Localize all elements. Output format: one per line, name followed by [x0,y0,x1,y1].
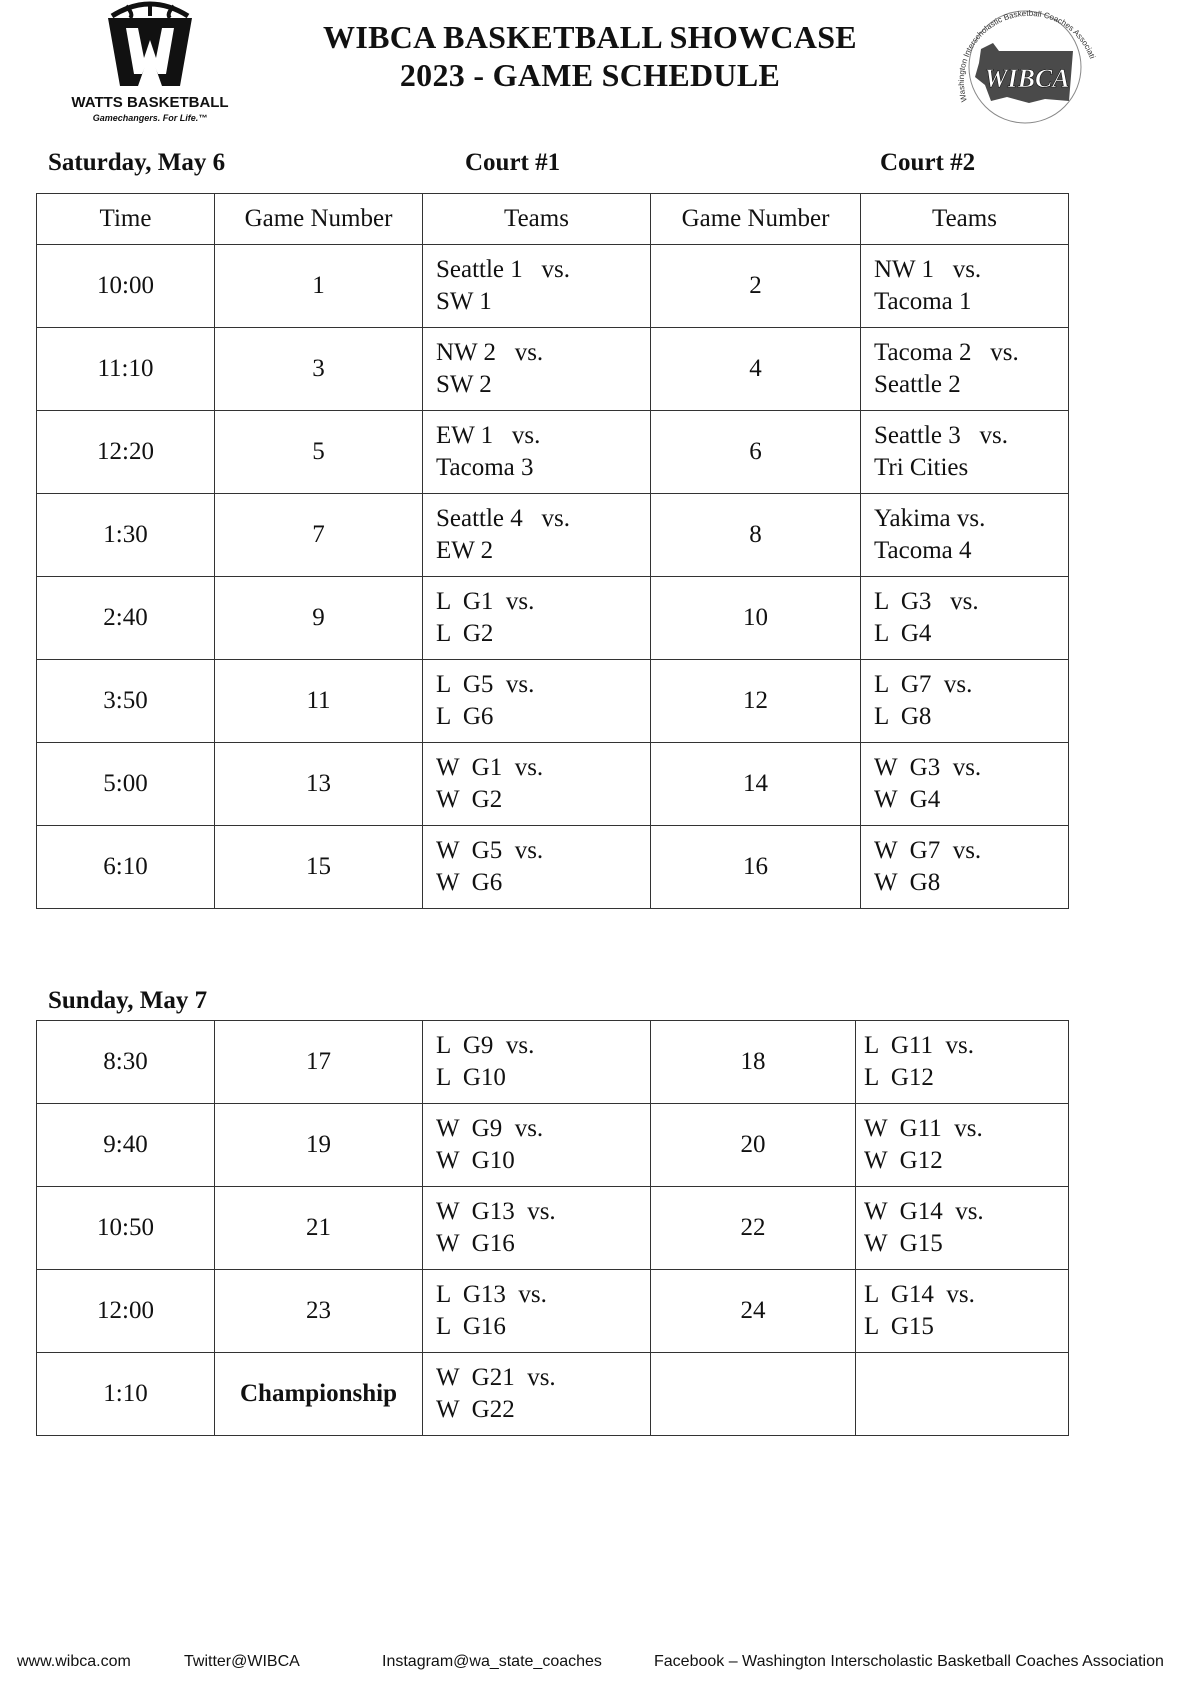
footer-facebook[interactable]: Facebook – Washington Interscholastic Basketball Coaches Association [654,1653,1164,1670]
col-header-teams: Teams [861,194,1069,245]
game-number-cell-empty [651,1353,856,1436]
team-line: L G4 [874,620,932,647]
game-number-cell: 1 [215,245,423,328]
team-line: W G3 vs. [874,754,982,781]
teams-cell [861,826,1069,909]
time-cell: 10:50 [37,1187,215,1270]
game-number-cell: 11 [215,660,423,743]
table-row [37,1187,1069,1270]
team-line: L G8 [874,703,932,730]
team-line: L G7 vs. [874,671,973,698]
time-cell: 1:30 [37,494,215,577]
footer-twitter[interactable]: Twitter@WIBCA [184,1653,300,1670]
table-row [37,1270,1069,1353]
wibca-logo [945,5,1105,125]
game-number-cell: 18 [651,1021,856,1104]
team-line: W G15 [864,1230,943,1257]
court2-label: Court #2 [880,149,976,176]
team-line: L G2 [436,620,494,647]
teams-cell [423,1270,651,1353]
teams-cell-empty [856,1353,1069,1436]
time-cell: 11:10 [37,328,215,411]
game-number-cell: 16 [651,826,861,909]
team-line: L G10 [436,1064,506,1091]
team-line: Tacoma 3 [436,454,534,481]
time-cell: 2:40 [37,577,215,660]
game-number-cell: 20 [651,1104,856,1187]
time-cell: 12:20 [37,411,215,494]
time-cell: 6:10 [37,826,215,909]
team-line: W G8 [874,869,941,896]
table-row [37,328,1069,411]
table-row [37,743,1069,826]
table-row [37,411,1069,494]
team-line: W G16 [436,1230,515,1257]
table-row [37,494,1069,577]
teams-cell [423,660,651,743]
game-number-cell: 2 [651,245,861,328]
team-line: NW 2 vs. [436,339,544,366]
saturday-day-label: Saturday, May 6 [48,149,226,176]
team-line: W G9 vs. [436,1115,544,1142]
team-line: W G4 [874,786,941,813]
team-line: Seattle 2 [874,371,961,398]
team-line: Seattle 3 vs. [874,422,1009,449]
table-row [37,660,1069,743]
teams-cell [861,577,1069,660]
team-line: W G11 vs. [864,1115,983,1142]
footer-instagram[interactable]: Instagram@wa_state_coaches [382,1653,602,1670]
team-line: W G13 vs. [436,1198,556,1225]
teams-cell [861,245,1069,328]
team-line: W G2 [436,786,503,813]
col-header-game-number: Game Number [651,194,861,245]
team-line: Tri Cities [874,454,969,481]
game-number-cell: 23 [215,1270,423,1353]
game-number-cell: 12 [651,660,861,743]
page-title [250,18,930,94]
team-line: Tacoma 1 [874,288,972,315]
court1-label: Court #1 [465,149,561,176]
team-line: L G9 vs. [436,1032,535,1059]
game-number-cell: 6 [651,411,861,494]
sunday-day-label: Sunday, May 7 [48,987,208,1014]
table-row [37,826,1069,909]
table-row [37,1104,1069,1187]
team-line: Yakima vs. [874,505,986,532]
teams-cell [861,660,1069,743]
table-row [37,1021,1069,1104]
team-line: Tacoma 4 [874,537,972,564]
footer-website[interactable]: www.wibca.com [17,1653,131,1670]
table-header-row [37,194,1069,245]
title-line-2: 2023 - GAME SCHEDULE [399,57,781,93]
wibca-arc-text: Washington Interscholastic Basketball Coaches Associati [956,8,1097,103]
team-line: EW 2 [436,537,494,564]
table-row [37,245,1069,328]
teams-cell [861,411,1069,494]
game-number-cell: 3 [215,328,423,411]
time-cell: 9:40 [37,1104,215,1187]
team-line: L G3 vs. [874,588,979,615]
game-number-cell: 22 [651,1187,856,1270]
watts-basketball-logo [70,0,230,135]
team-line: Seattle 1 vs. [436,256,571,283]
time-cell: 1:10 [37,1353,215,1436]
team-line: W G6 [436,869,503,896]
wibca-logo-text: WIBCA [984,64,1070,93]
teams-cell [423,1187,651,1270]
teams-cell [861,743,1069,826]
game-number-cell: 9 [215,577,423,660]
team-line: L G16 [436,1313,506,1340]
game-number-cell: 24 [651,1270,856,1353]
teams-cell [423,1353,651,1436]
washington-state-icon [945,5,1105,125]
col-header-game-number: Game Number [215,194,423,245]
time-cell: 8:30 [37,1021,215,1104]
team-line: L G14 vs. [864,1281,975,1308]
game-number-cell: 14 [651,743,861,826]
time-cell: 10:00 [37,245,215,328]
teams-cell [423,328,651,411]
game-number-cell: 8 [651,494,861,577]
game-number-cell: 4 [651,328,861,411]
team-line: L G15 [864,1313,934,1340]
game-number-cell: 21 [215,1187,423,1270]
teams-cell [423,743,651,826]
time-cell: 12:00 [37,1270,215,1353]
team-line: W G1 vs. [436,754,544,781]
teams-cell [856,1021,1069,1104]
watts-tagline: Gamechangers. For Life.™ [92,113,208,123]
teams-cell [856,1270,1069,1353]
saturday-schedule-table [36,193,1069,909]
teams-cell [423,411,651,494]
game-number-cell: 10 [651,577,861,660]
teams-cell [423,1021,651,1104]
team-line: L G6 [436,703,494,730]
table-row [37,1353,1069,1436]
team-line: W G10 [436,1147,515,1174]
team-line: W G14 vs. [864,1198,984,1225]
championship-label: Championship [215,1353,423,1436]
team-line: L G5 vs. [436,671,535,698]
team-line: NW 1 vs. [874,256,982,283]
team-line: L G1 vs. [436,588,535,615]
team-line: W G21 vs. [436,1364,556,1391]
team-line: W G12 [864,1147,943,1174]
team-line: L G13 vs. [436,1281,547,1308]
team-line: SW 2 [436,371,492,398]
teams-cell [423,577,651,660]
w-basketball-icon [104,0,196,92]
col-header-teams: Teams [423,194,651,245]
teams-cell [423,1104,651,1187]
team-line: Seattle 4 vs. [436,505,571,532]
game-number-cell: 19 [215,1104,423,1187]
team-line: Tacoma 2 vs. [874,339,1019,366]
teams-cell [861,494,1069,577]
team-line: W G5 vs. [436,837,544,864]
game-number-cell: 15 [215,826,423,909]
game-number-cell: 17 [215,1021,423,1104]
title-line-1: WIBCA BASKETBALL SHOWCASE [323,19,857,55]
teams-cell [423,826,651,909]
teams-cell [856,1104,1069,1187]
col-header-time: Time [37,194,215,245]
teams-cell [423,494,651,577]
table-row [37,577,1069,660]
team-line: L G12 [864,1064,934,1091]
teams-cell [856,1187,1069,1270]
team-line: L G11 vs. [864,1032,974,1059]
teams-cell [423,245,651,328]
team-line: EW 1 vs. [436,422,541,449]
team-line: W G7 vs. [874,837,982,864]
game-number-cell: 13 [215,743,423,826]
sunday-schedule-table [36,1020,1069,1436]
team-line: SW 1 [436,288,492,315]
time-cell: 5:00 [37,743,215,826]
teams-cell [861,328,1069,411]
game-number-cell: 5 [215,411,423,494]
game-number-cell: 7 [215,494,423,577]
watts-brand-text: WATTS BASKETBALL [71,94,229,111]
team-line: W G22 [436,1396,515,1423]
time-cell: 3:50 [37,660,215,743]
